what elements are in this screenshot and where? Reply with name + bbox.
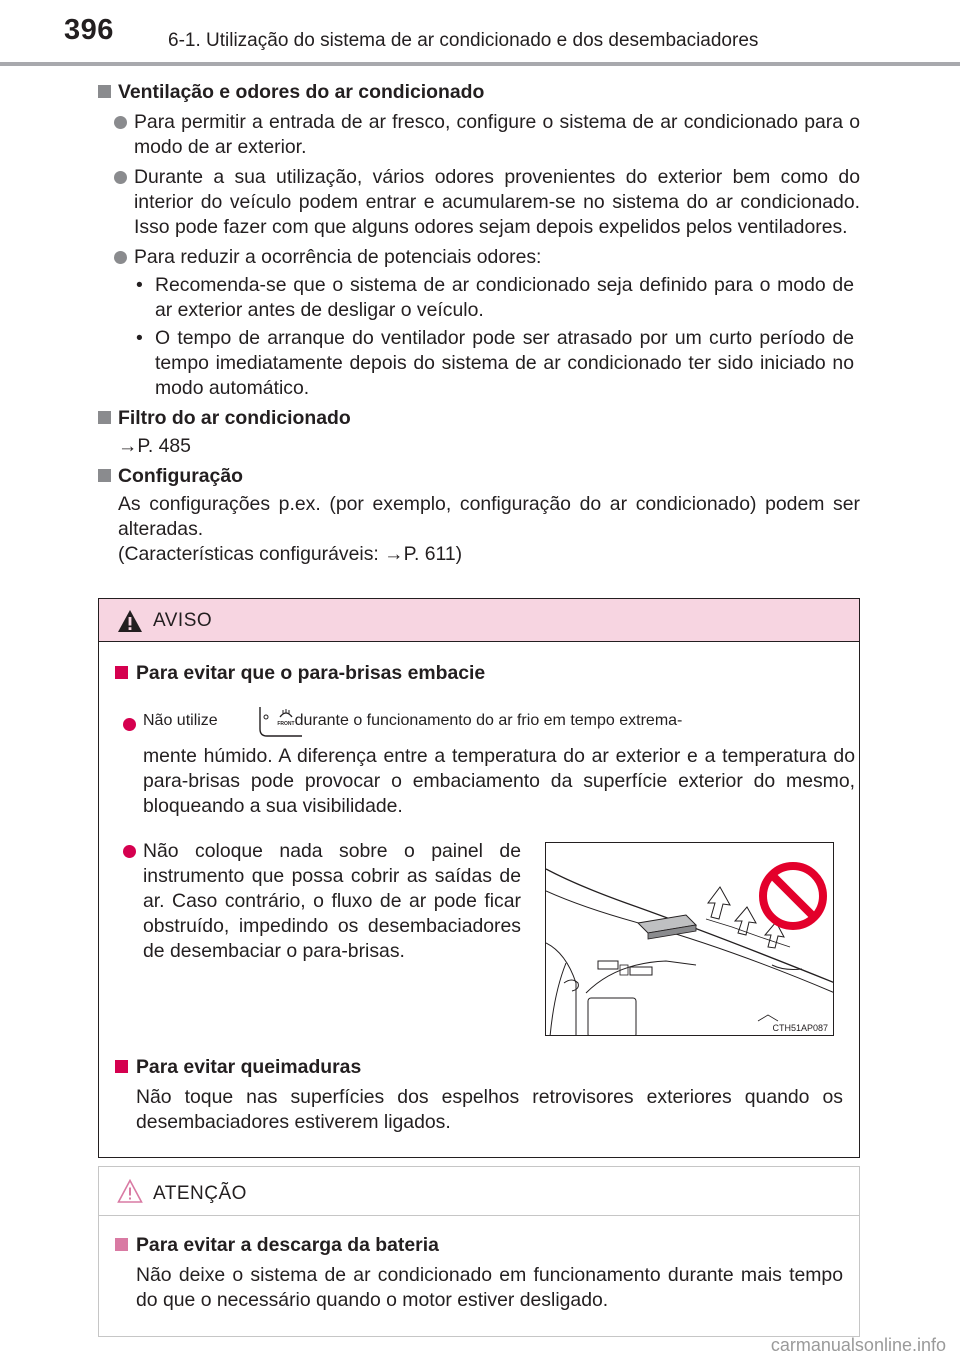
config-features-ref: (Características configuráveis: →P. 611) <box>118 543 463 565</box>
filter-page-ref[interactable]: →P. 485 <box>118 435 191 457</box>
page-number: 396 <box>64 14 114 46</box>
fog-title: Para evitar que o para-brisas embacie <box>115 661 843 686</box>
subbullet-outside-air: • Recomenda-se que o sistema de ar condicionado seja definido para o modo de ar exterior antes de desligar o veículo. <box>98 273 860 323</box>
caution-label: ATENÇÃO <box>153 1183 247 1204</box>
burn-text: Não toque nas superfícies dos espelhos retrovisores exteriores quando os desembaciadores estiverem ligados. <box>136 1086 843 1133</box>
caution-box <box>98 1166 860 1337</box>
fog-bullet <box>143 712 855 730</box>
battery-section <box>115 1233 843 1313</box>
burn-title: Para evitar queimaduras <box>115 1055 843 1080</box>
caution-header <box>99 1167 859 1216</box>
illustration-code: CTH51AP087 <box>772 1023 828 1033</box>
page-header <box>0 0 960 64</box>
fog-pre-text: Não utilize <box>143 712 218 729</box>
config-text: As configurações p.ex. (por exemplo, configuração do ar condicionado) podem ser alteradas. <box>118 493 860 540</box>
main-content <box>98 80 860 567</box>
dashboard-illustration <box>545 842 834 1036</box>
front-button-label: FRONT <box>277 721 295 727</box>
warning-header <box>99 599 859 642</box>
watermark: carmanualsonline.info <box>770 1335 946 1355</box>
fog-rest-text: mente húmido. A diferença entre a temperatura do ar exterior e a temperatura do para-brisas pode provocar o embaciamento da superfície exterior do mesmo, bloqueando a sua visibilidade. <box>143 745 855 817</box>
dash-bullet: Não coloque nada sobre o painel de instrumento que possa cobrir as saídas de ar. Caso contrário, o fluxo de ar pode ficar obstruído, impedindo os desembaciadores de desembaciar o para-brisas. <box>143 840 521 962</box>
section-title-ventilation: Ventilação e odores do ar condicionado <box>98 80 860 105</box>
battery-title: Para evitar a descarga da bateria <box>115 1233 843 1258</box>
section-title-config: Configuração <box>98 464 860 489</box>
fog-post-text: durante o funcionamento do ar frio em tempo extrema- <box>294 712 683 729</box>
header-rule <box>0 62 960 66</box>
burn-section <box>115 1055 843 1135</box>
battery-text: Não deixe o sistema de ar condicionado em funcionamento durante mais tempo do que o necessário quando o motor estiver desligado. <box>136 1264 843 1311</box>
bullet-reduce-odors: Para reduzir a ocorrência de potenciais odores: <box>98 245 860 270</box>
fog-section <box>115 661 843 686</box>
bullet-fresh-air: Para permitir a entrada de ar fresco, configure o sistema de ar condicionado para o modo de ar exterior. <box>98 110 860 160</box>
warning-triangle-icon <box>117 609 143 633</box>
bullet-odors: Durante a sua utilização, vários odores provenientes do exterior bem como do interior do veículo podem entrar e acumularem-se no sistema do ar condicionado. Isso pode fazer com que alguns odores sejam depois expelidos pelos ventiladores. <box>98 165 860 240</box>
warning-label: AVISO <box>153 610 213 631</box>
caution-triangle-icon <box>117 1179 143 1203</box>
front-defroster-button-icon <box>258 703 304 739</box>
dashboard-drawing <box>546 843 834 1036</box>
section-title-filter: Filtro do ar condicionado <box>98 406 860 431</box>
chapter-title: 6-1. Utilização do sistema de ar condicionado e dos desembaciadores <box>168 30 759 51</box>
subbullet-fan-delay: • O tempo de arranque do ventilador pode ser atrasado por um curto período de tempo imediatamente depois do sistema de ar condicionado ter sido iniciado no modo automático. <box>98 326 860 401</box>
